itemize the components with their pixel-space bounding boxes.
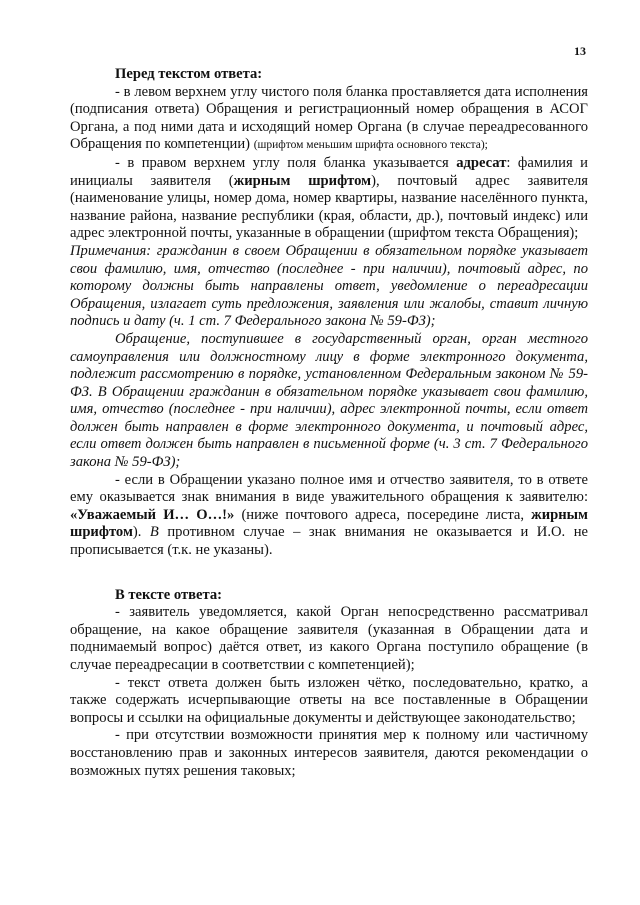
font-note: (шрифтом меньшим шрифта основного текста); [253,139,488,152]
paragraph-organ-notified: - заявитель уведомляется, какой Орган непосредственно рассматривал обращение, на какое обращение заявителя (указанная в Обращении дата и поднимаемый вопрос) даётся ответ, из какого Органа поступило обращение (в случае переадресации в соответствии с компетенцией); [70,604,588,673]
paragraph-left-corner [70,84,588,155]
text-run: - в правом верхнем углу поля бланка указывается [115,154,457,171]
text-run: - если в Обращении указано полное имя и отчество заявителя, то в ответе ему оказывается знак внимания в виде уважительного обращения к заявителю: [70,471,588,506]
paragraph-answer-clarity: - текст ответа должен быть изложен чётко, последовательно, кратко, а также содержать исчерпывающие ответы на все поставленные в Обращении вопросы и ссылки на официальные документы и действующее законодательство; [70,674,588,726]
italic-word: В [149,524,159,541]
text-run: (ниже почтового адреса, посередине листа, [234,506,532,523]
section-heading-in-answer: В тексте ответа: [115,586,222,603]
paragraph-greeting [70,472,588,560]
section-heading-before-answer: Перед текстом ответа: [115,66,263,82]
text-run: ), почтовый адрес заявителя (наименование улицы, номер дома, номер квартиры, название населённого пункта, название района, название республики (края, области, др.), почтовый индекс) или адрес электронной почты, указанные в обращении (шрифтом текста Обращения); [70,172,588,242]
text-run: : фамилия и инициалы заявителя ( [70,154,588,189]
document-body [70,66,588,780]
addressee-term: адресат [456,154,507,171]
note-paragraph-1: Примечания: гражданин в своем Обращении в обязательном порядке указывает свои фамилию, имя, отчество (последнее - при наличии), почтовый адрес, по которому должны быть направлены ответ, уведомление о переадресации Обращения, излагает суть предложения, заявления или жалобы, ставит личную подпись и дату (ч. 1 ст. 7 Федерального закона № 59-ФЗ); [70,242,588,330]
bold-font-term: жирным шрифтом [70,506,588,541]
text-run: ). [132,524,150,541]
paragraph-right-corner [70,155,588,243]
text-run: противном случае – знак внимания не оказывается и И.О. не прописывается (т.к. не указаны). [70,524,588,559]
note-paragraph-2: Обращение, поступившее в государственный орган, орган местного самоуправления или должностному лицу в форме электронного документа, подлежит рассмотрению в порядке, установленном Федеральным законом № 59-ФЗ. В Обращении гражданин в обязательном порядке указывает свои фамилию, имя, отчество (последнее - при наличии), адрес электронной почты, если ответ должен быть направлен в форме электронного документа, и почтовый адрес, если ответ должен быть направлен в письменной форме (ч. 3 ст. 7 Федерального закона № 59-ФЗ); [70,330,588,471]
paragraph-text: - в левом верхнем углу чистого поля бланка проставляется дата исполнения (подписания ответа) Обращения и регистрационный номер обращения в АСОГ Органа, а под ними дата и исходящий номер Органа (в случае переадресованного Обращения по компетенции) [70,83,588,153]
greeting-phrase: «Уважаемый И… О…!» [70,506,235,523]
page-number: 13 [574,44,586,58]
bold-font-term: жирным шрифтом [233,172,372,189]
paragraph-recommendations: - при отсутствии возможности принятия мер к полному или частичному восстановлению прав и законных интересов заявителя, даются рекомендации о возможных путях решения таковых; [70,727,588,779]
